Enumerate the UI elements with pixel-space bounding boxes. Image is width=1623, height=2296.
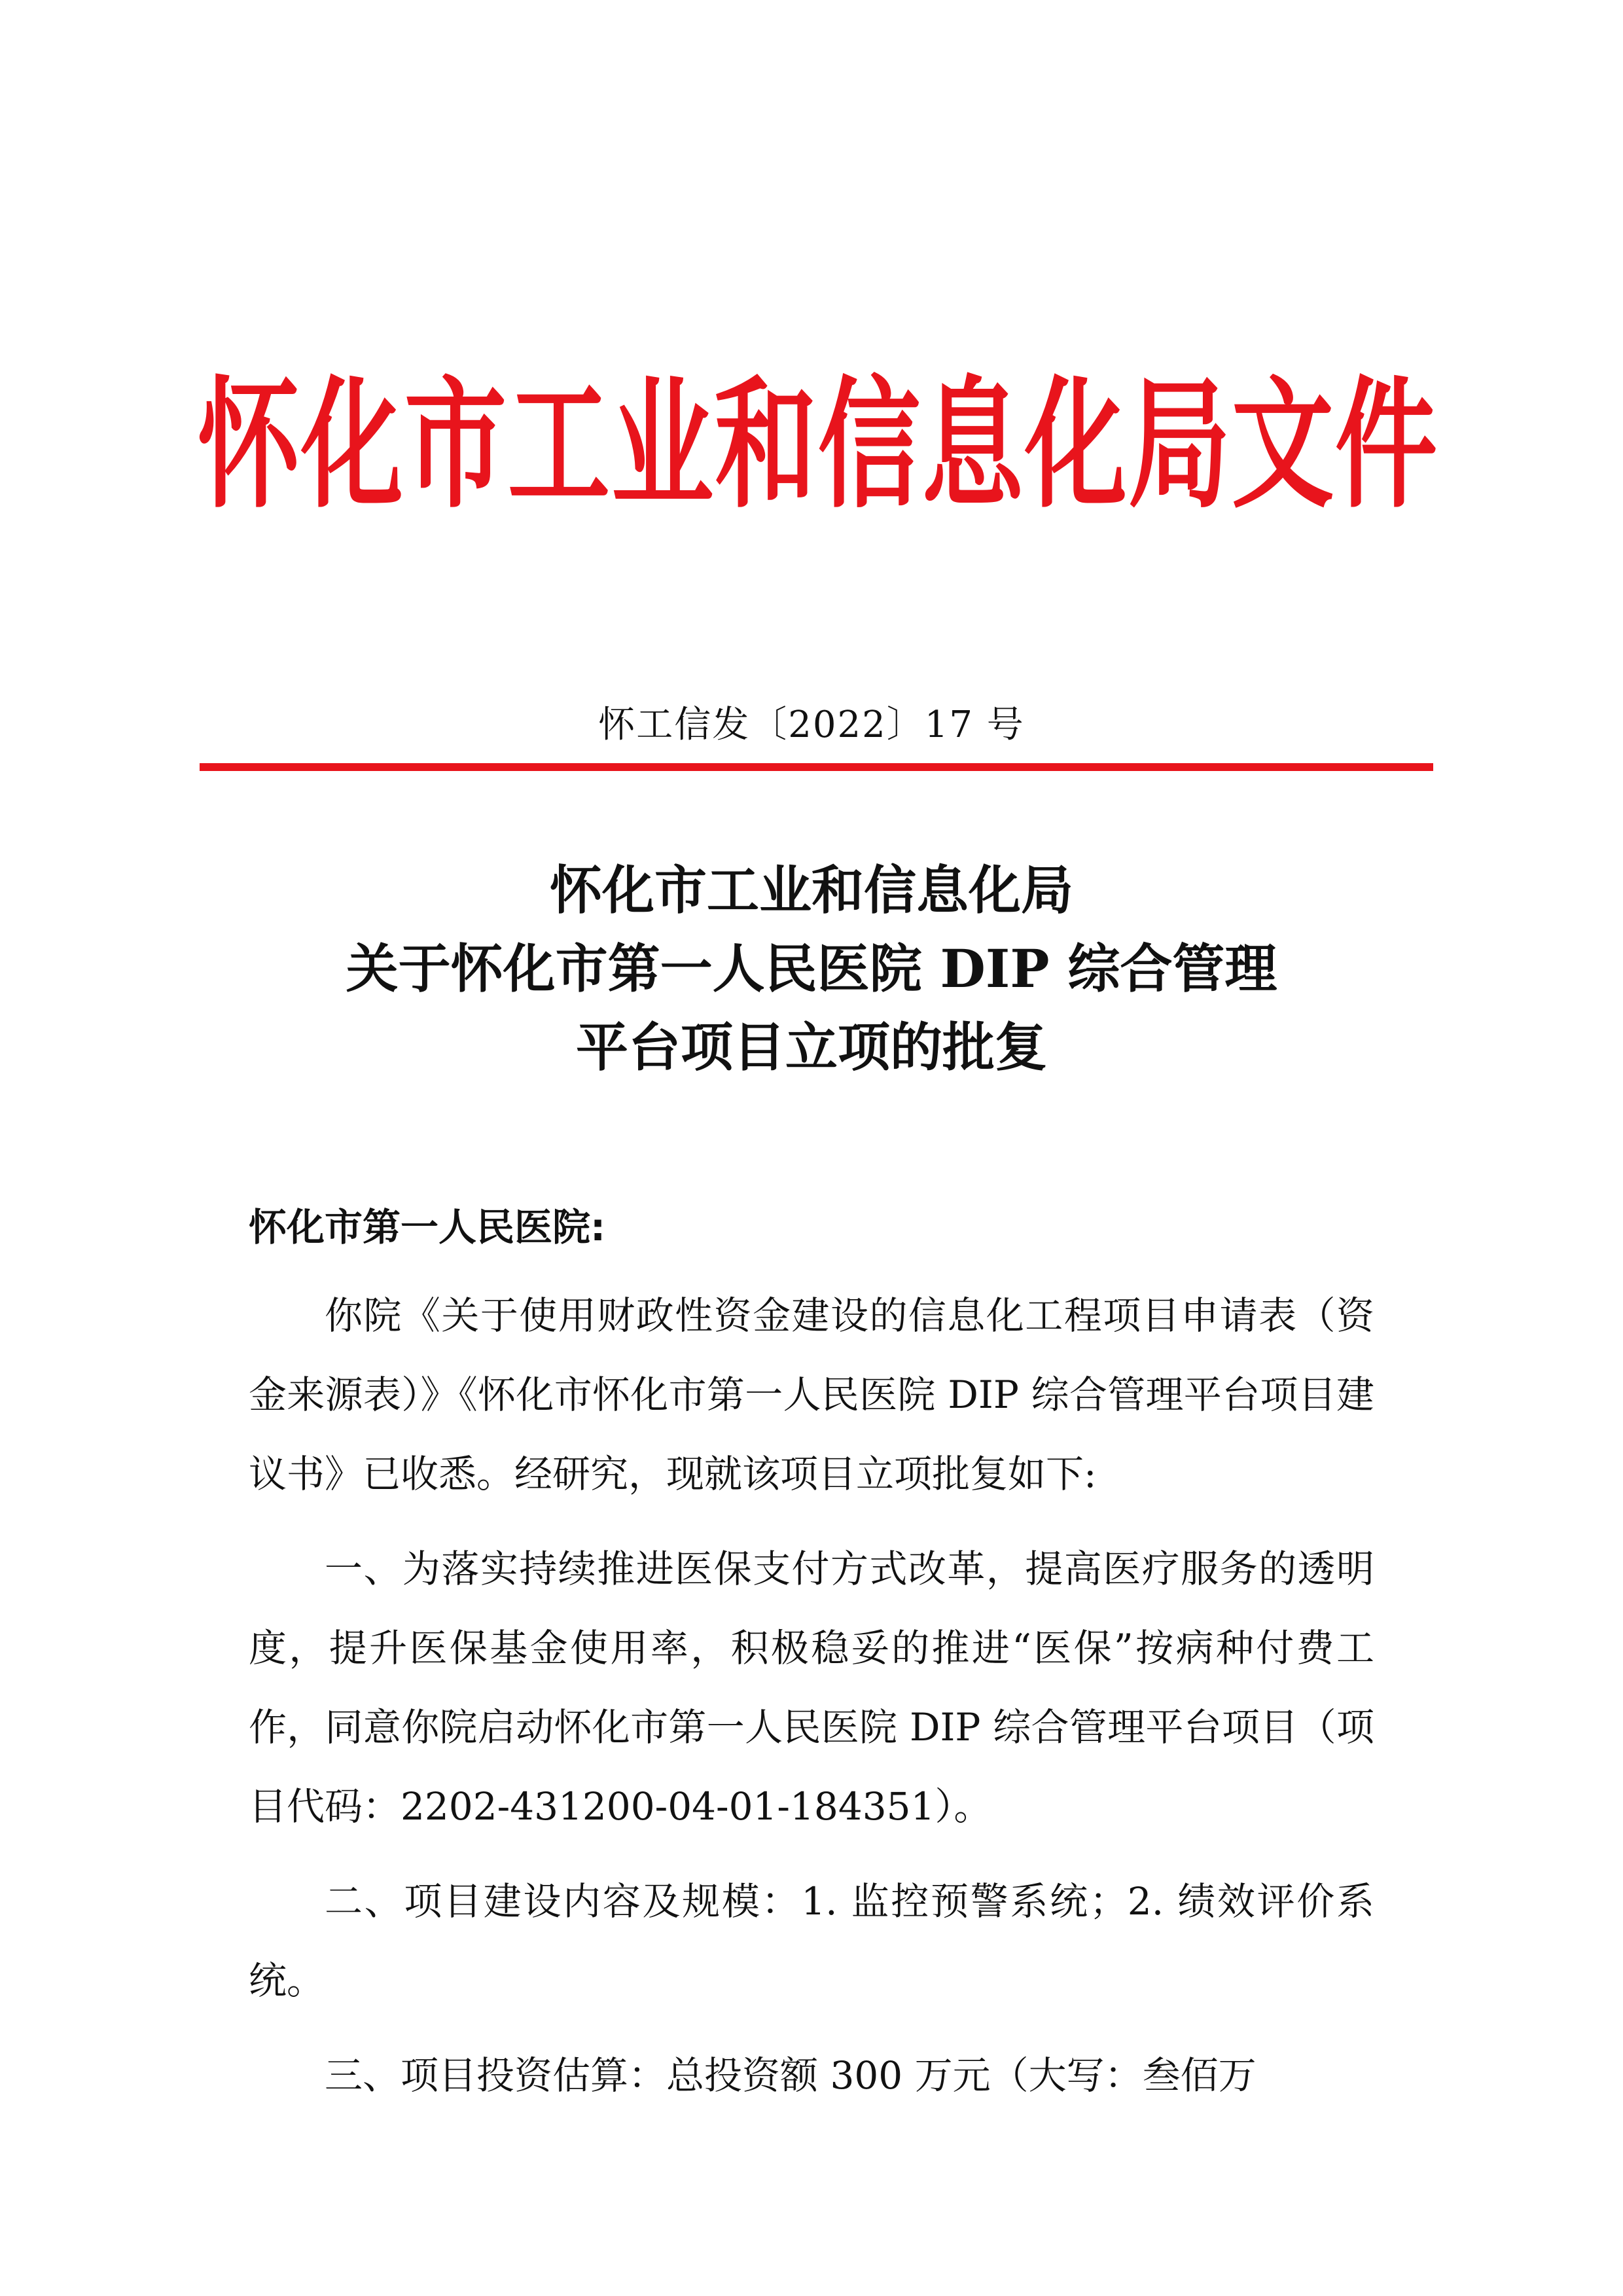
document-title-line-2: 关于怀化市第一人民医院 DIP 综合管理 [346, 938, 1277, 999]
masthead-title: 怀化市工业和信息化局文件 [198, 363, 1438, 528]
addressee: 怀化市第一人民医院: [249, 1205, 606, 1249]
body-paragraph-3: 二、项目建设内容及规模：1. 监控预警系统；2. 绩效评价系统。 [249, 1879, 1374, 2003]
document-number: 怀工信发〔2022〕17 号 [598, 704, 1025, 746]
document-title-line-1: 怀化市工业和信息化局 [550, 859, 1073, 921]
red-divider-line [200, 763, 1433, 771]
body-paragraph-4: 三、项目投资估算：总投资额 300 万元（大写：叁佰万 [325, 2053, 1257, 2098]
document-title-line-3: 平台项目立项的批复 [576, 1016, 1047, 1078]
document-title [131, 851, 1492, 1086]
body-paragraph-1: 你院《关于使用财政性资金建设的信息化工程项目申请表（资金来源表）》《怀化市怀化市第一人民医院 DIP 综合管理平台项目建议书》已收悉。经研究，现就该项目立项批复如下: [249, 1293, 1374, 1496]
body-paragraph-2: 一、为落实持续推进医保支付方式改革，提高医疗服务的透明度，提升医保基金使用率，积极稳妥的推进“医保”按病种付费工作，同意你院启动怀化市第一人民医院 DIP 综合管理平台项目（项目代码：2202-431200-04-01-184351）。 [249, 1547, 1374, 1829]
document-body [249, 1276, 1374, 2131]
